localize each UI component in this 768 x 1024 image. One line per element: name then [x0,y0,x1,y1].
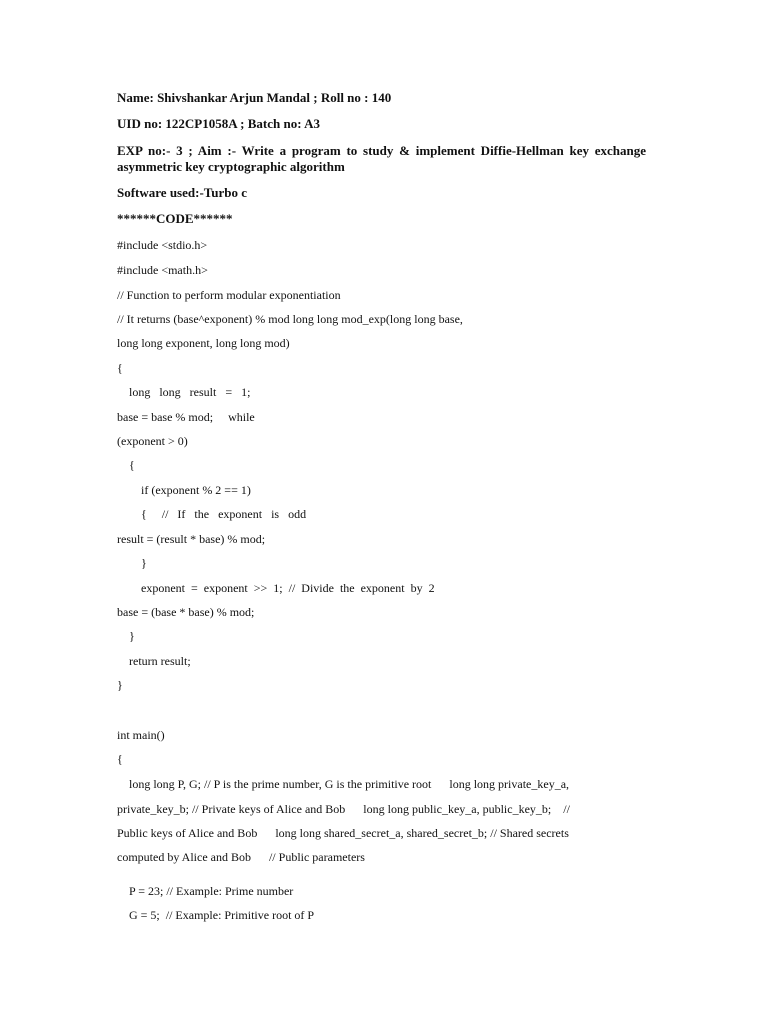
code-line: exponent = exponent >> 1; // Divide the exponent by 2 [117,581,435,595]
code-line: base = base % mod; while [117,410,255,424]
code-line: G = 5; // Example: Primitive root of P [117,908,315,922]
code-line: { [117,361,123,375]
uid-batch-line: UID no: 122CP1058A ; Batch no: A3 [117,116,320,131]
code-line: { [117,752,123,766]
code-line: long long result = 1; [117,385,251,399]
code-line: P = 23; // Example: Prime number [117,884,294,898]
code-line: // Function to perform modular exponentiation [117,288,341,302]
code-line: return result; [117,654,191,668]
code-heading: ******CODE****** [117,211,233,226]
code-line: computed by Alice and Bob // Public parameters [117,850,365,864]
code-line: if (exponent % 2 == 1) [117,483,251,497]
student-name-line: Name: Shivshankar Arjun Mandal ; Roll no : 140 [117,90,392,105]
code-line: base = (base * base) % mod; [117,605,255,619]
code-line: int main() [117,728,165,742]
code-line: } [117,556,147,570]
code-line: #include <math.h> [117,263,208,277]
code-line: private_key_b; // Private keys of Alice and Bob long long public_key_a, public_key_b; // [117,802,570,816]
code-line: { // If the exponent is odd [117,507,307,521]
code-line: { [117,458,135,472]
code-line: #include <stdio.h> [117,238,208,252]
experiment-aim-line: EXP no:- 3 ; Aim :- Write a program to study & implement Diffie-Hellman key exchange [117,143,646,158]
code-line: long long exponent, long long mod) [117,336,290,350]
code-line: } [117,629,135,643]
code-line: (exponent > 0) [117,434,188,448]
code-line: // It returns (base^exponent) % mod long long mod_exp(long long base, [117,312,463,326]
software-used-line: Software used:-Turbo c [117,185,248,200]
code-line: Public keys of Alice and Bob long long shared_secret_a, shared_secret_b; // Shared secrets [117,826,569,840]
code-line: result = (result * base) % mod; [117,532,266,546]
code-line: } [117,678,123,692]
experiment-aim-line-continued: asymmetric key cryptographic algorithm [117,159,345,174]
code-line: long long P, G; // P is the prime number, G is the primitive root long long private_key_a, [117,777,570,791]
